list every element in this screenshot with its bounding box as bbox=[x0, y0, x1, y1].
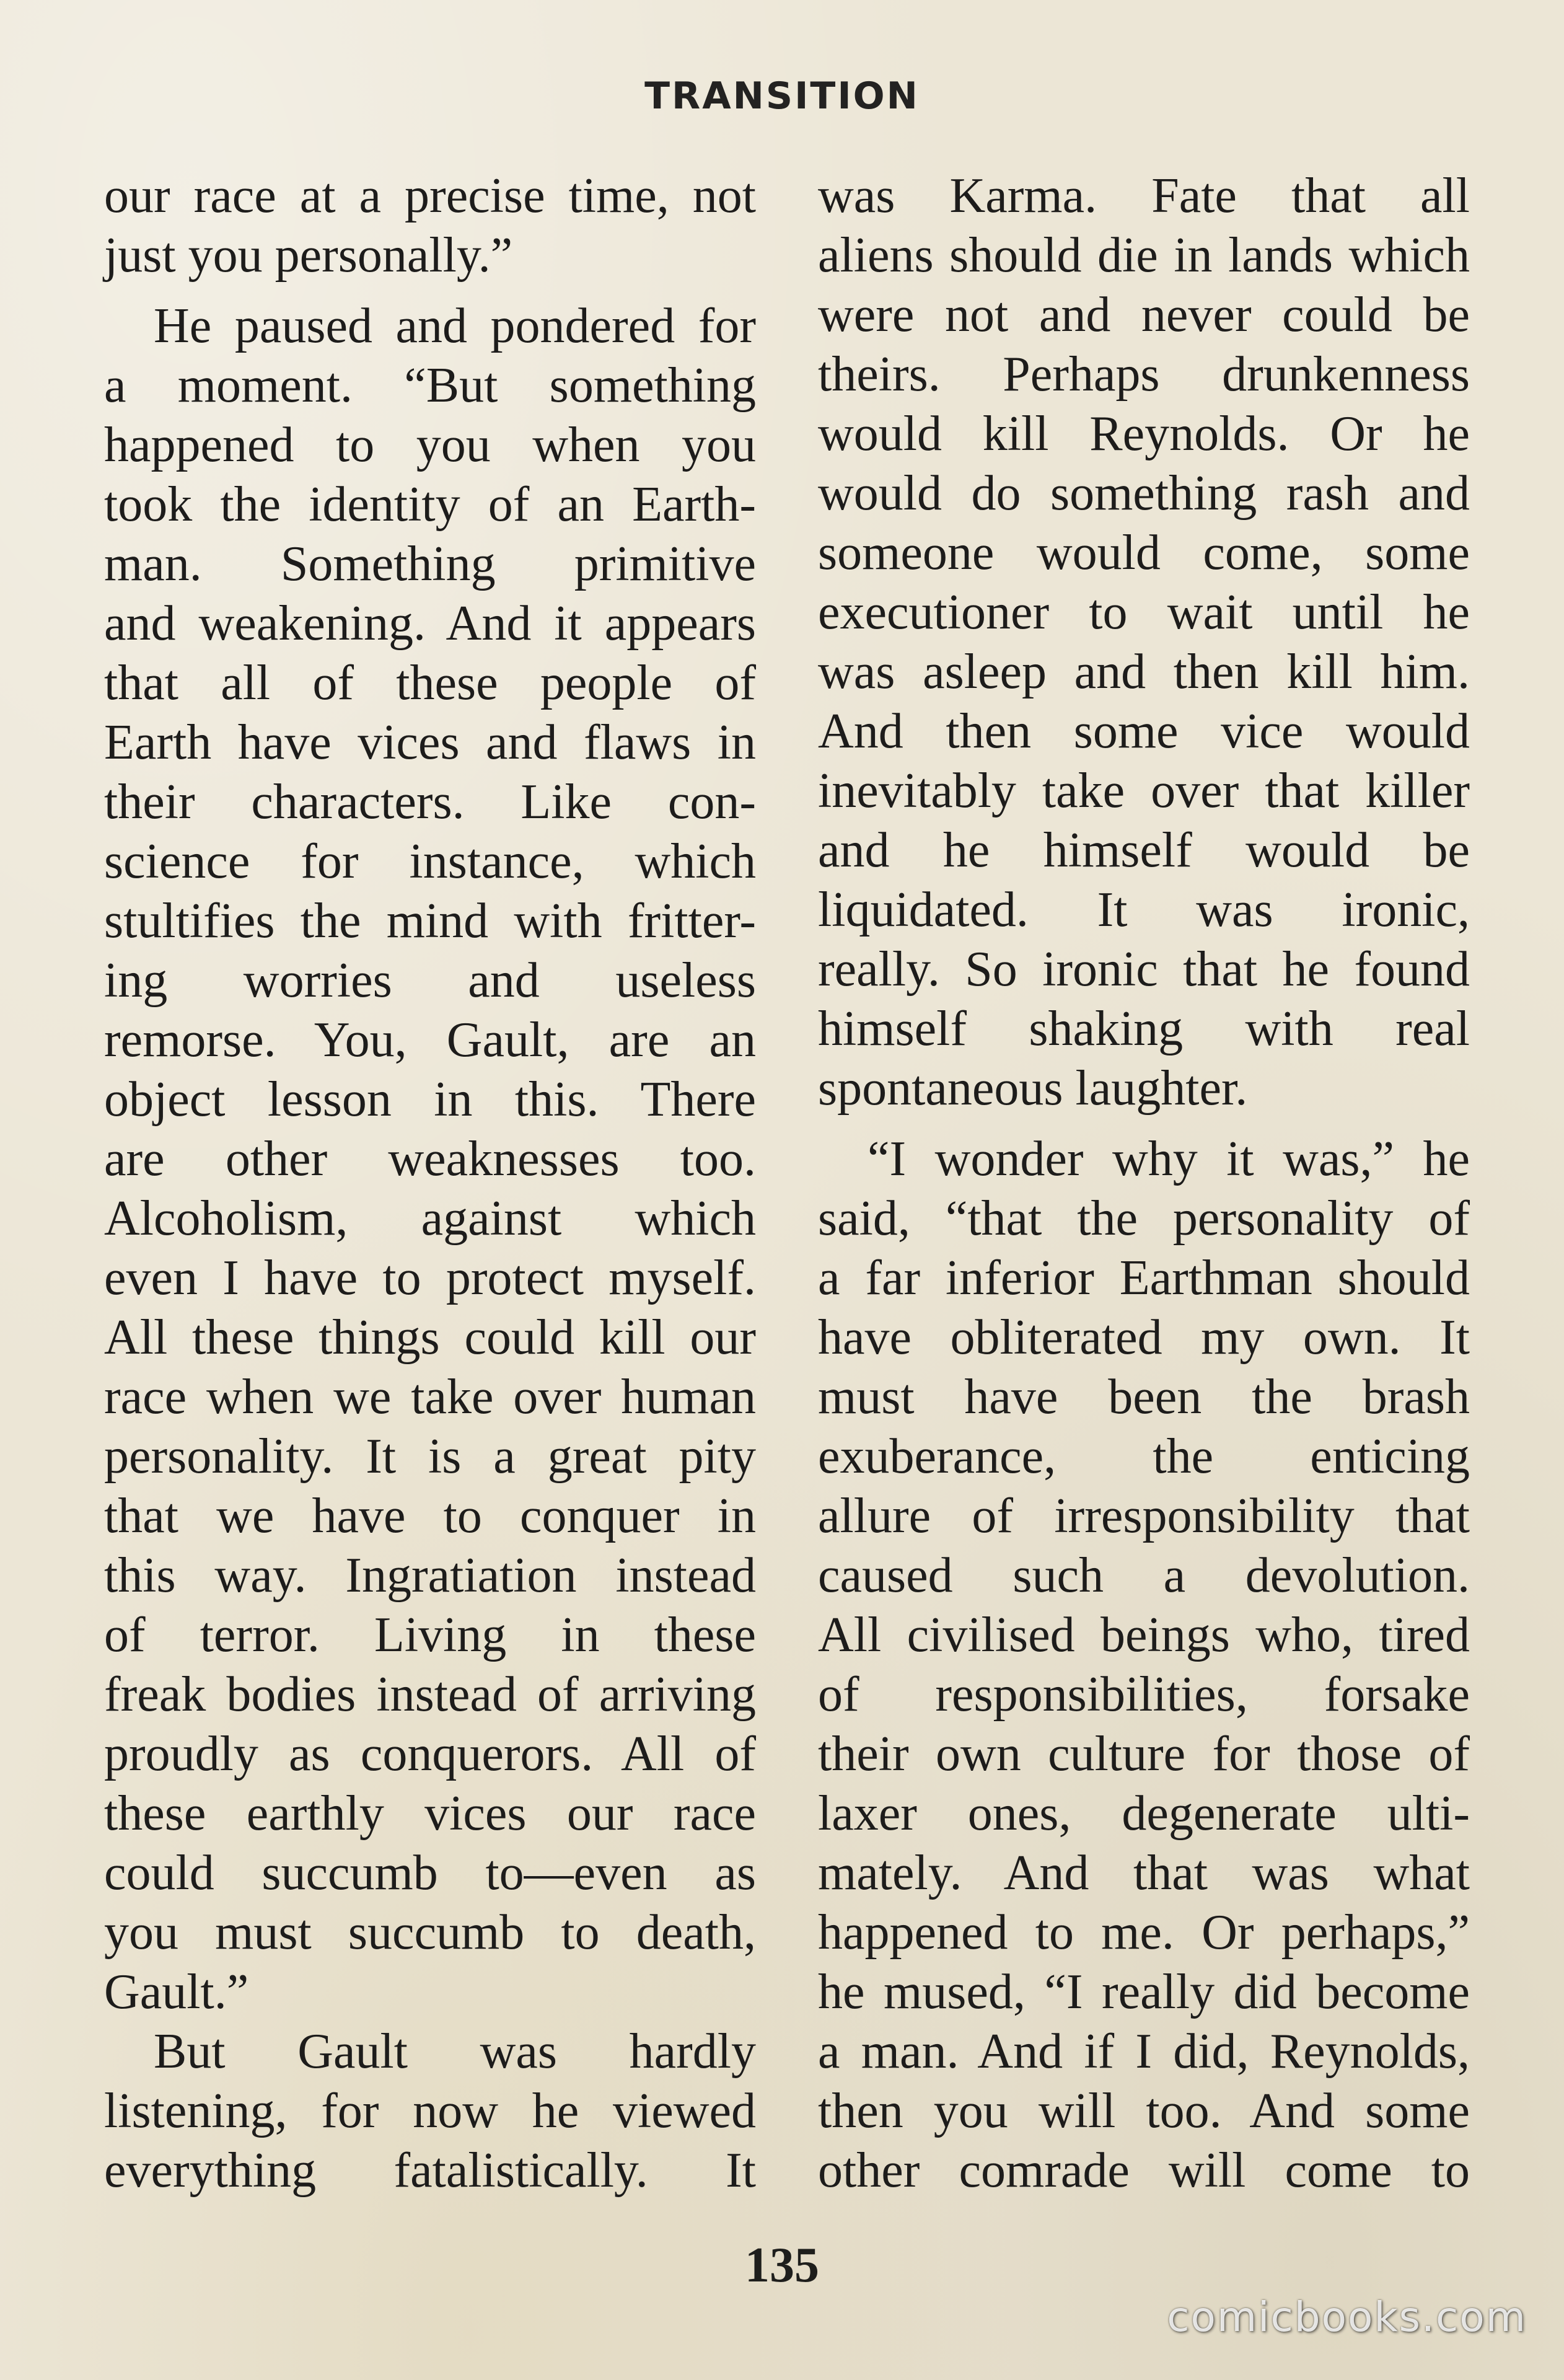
text-line: were not and never could be bbox=[818, 288, 1470, 342]
text-line: inevitably take over that killer bbox=[818, 764, 1470, 818]
text-line: that all of these people of bbox=[104, 656, 756, 710]
text-line: aliens should die in lands which bbox=[818, 228, 1470, 283]
text-line: these earthly vices our race bbox=[104, 1786, 756, 1841]
text-line: Gault.” bbox=[104, 1965, 249, 2019]
text-line: of responsibilities, forsake bbox=[818, 1667, 1470, 1722]
text-line: freak bodies instead of arriving bbox=[104, 1667, 756, 1722]
text-line: said, “that the personality of bbox=[818, 1191, 1470, 1246]
text-line: was Karma. Fate that all bbox=[818, 169, 1470, 223]
text-line: executioner to wait until he bbox=[818, 585, 1470, 640]
text-line: a man. And if I did, Reynolds, bbox=[818, 2024, 1470, 2079]
text-line: ing worries and useless bbox=[104, 953, 756, 1008]
text-line: spontaneous laughter. bbox=[818, 1061, 1248, 1116]
text-line: then you will too. And some bbox=[818, 2084, 1470, 2138]
text-line: allure of irresponsibility that bbox=[818, 1489, 1470, 1543]
text-line: that we have to conquer in bbox=[104, 1489, 756, 1543]
text-line: happened to you when you bbox=[104, 418, 756, 472]
text-line: just you personally.” bbox=[104, 228, 513, 283]
text-line: liquidated. It was ironic, bbox=[818, 883, 1470, 937]
text-line: science for instance, which bbox=[104, 834, 756, 889]
text-line: listening, for now he viewed bbox=[104, 2084, 756, 2138]
text-line: would do something rash and bbox=[818, 466, 1470, 521]
text-line: someone would come, some bbox=[818, 526, 1470, 580]
text-line: exuberance, the enticing bbox=[818, 1429, 1470, 1484]
text-line: All civilised beings who, tired bbox=[818, 1608, 1470, 1662]
text-line: a moment. “But something bbox=[104, 358, 756, 413]
running-head: TRANSITION bbox=[644, 74, 920, 118]
page-number: 135 bbox=[745, 2238, 819, 2293]
text-line: our race at a precise time, not bbox=[104, 169, 756, 223]
left-column bbox=[104, 166, 756, 2200]
text-line: other comrade will come to bbox=[818, 2143, 1470, 2198]
watermark: comicbooks.com bbox=[1167, 2293, 1527, 2341]
text-line: proudly as conquerors. All of bbox=[104, 1727, 756, 1781]
text-line: everything fatalistically. It bbox=[104, 2143, 756, 2198]
text-line: took the identity of an Earth- bbox=[104, 477, 756, 532]
text-line: really. So ironic that he found bbox=[818, 942, 1470, 997]
text-line: object lesson in this. There bbox=[104, 1072, 756, 1127]
text-line: a far inferior Earthman should bbox=[818, 1251, 1470, 1305]
text-line: All these things could kill our bbox=[104, 1310, 756, 1365]
text-line: have obliterated my own. It bbox=[818, 1310, 1470, 1365]
text-line: laxer ones, degenerate ulti- bbox=[818, 1786, 1470, 1841]
text-line: this way. Ingratiation instead bbox=[104, 1548, 756, 1603]
text-line: stultifies the mind with fritter- bbox=[104, 894, 756, 948]
text-line: and weakening. And it appears bbox=[104, 596, 756, 651]
text-line: are other weaknesses too. bbox=[104, 1132, 756, 1186]
text-line: theirs. Perhaps drunkenness bbox=[818, 347, 1470, 402]
text-line: remorse. You, Gault, are an bbox=[104, 1013, 756, 1067]
text-line: must have been the brash bbox=[818, 1370, 1470, 1424]
text-line: But Gault was hardly bbox=[154, 2024, 756, 2079]
text-line: himself shaking with real bbox=[818, 1002, 1470, 1056]
text-line: happened to me. Or perhaps,” bbox=[818, 1905, 1470, 1960]
text-line: And then some vice would bbox=[818, 704, 1470, 759]
text-line: their own culture for those of bbox=[818, 1727, 1470, 1781]
text-line: he mused, “I really did become bbox=[818, 1965, 1470, 2019]
text-line: Earth have vices and flaws in bbox=[104, 715, 756, 770]
text-line: man. Something primitive bbox=[104, 537, 756, 591]
text-line: personality. It is a great pity bbox=[104, 1429, 756, 1484]
text-line: race when we take over human bbox=[104, 1370, 756, 1424]
text-line: and he himself would be bbox=[818, 823, 1470, 878]
text-line: you must succumb to death, bbox=[104, 1905, 756, 1960]
text-line: even I have to protect myself. bbox=[104, 1251, 756, 1305]
right-column bbox=[818, 166, 1470, 2200]
text-line: could succumb to—even as bbox=[104, 1846, 756, 1900]
text-line: “I wonder why it was,” he bbox=[868, 1132, 1470, 1186]
text-line: mately. And that was what bbox=[818, 1846, 1470, 1900]
text-line: was asleep and then kill him. bbox=[818, 645, 1470, 699]
text-line: would kill Reynolds. Or he bbox=[818, 407, 1470, 461]
text-line: Alcoholism, against which bbox=[104, 1191, 756, 1246]
text-line: caused such a devolution. bbox=[818, 1548, 1470, 1603]
text-line: He paused and pondered for bbox=[154, 299, 756, 353]
text-line: their characters. Like con- bbox=[104, 775, 756, 829]
text-line: of terror. Living in these bbox=[104, 1608, 756, 1662]
